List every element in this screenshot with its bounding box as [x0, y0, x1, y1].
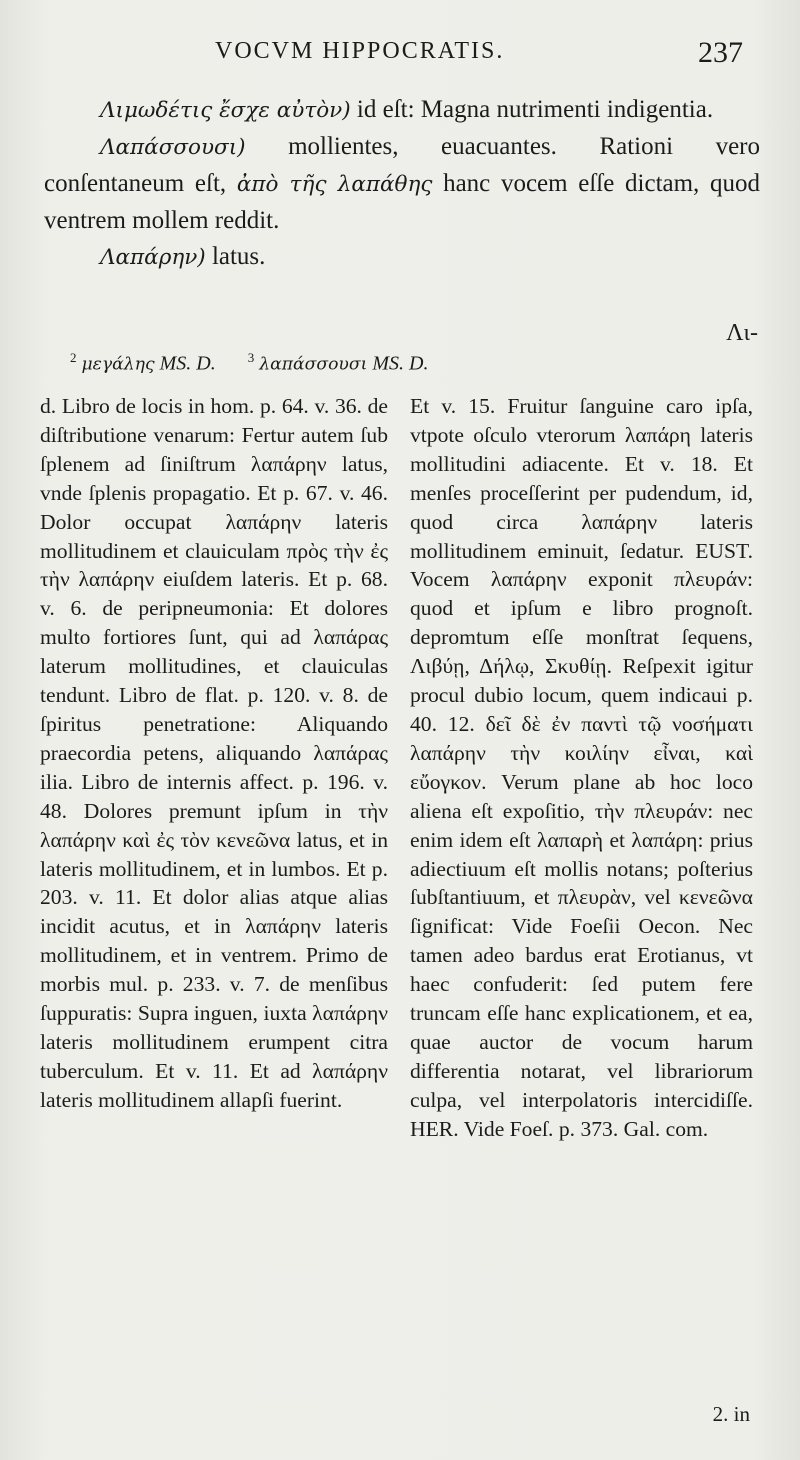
- entry-limodetis: [44, 92, 760, 129]
- greek-phrase: ἀπὸ τῆς λαπάθης: [236, 172, 433, 197]
- commentary-right-column: Et v. 15. Fruitur ſanguine caro ipſa, vtpote oſculo vterorum λαπάρη lateris mollitudini adiacente. Et v. 18. Et menſes proceſſerint per pudendum, id, quod circa λαπάρην lateris mollitudinem eminuit, ſedatur. EUST. Vocem λαπάρην exponit πλευράν: quod et ipſum e libro prognoſt. depromtum eſſe monſtrat ſequens, Λιβύῃ, Δήλῳ, Σκυθίῃ. Reſpexit igitur procul dubio locum, quem indicaui p. 40. 12. δεῖ δὲ ἐν παντὶ τῷ νοσήματι λαπάρην τὴν κοιλίην εἶναι, καὶ εὔογκον. Verum plane ab hoc loco aliena eſt expoſitio, τὴν πλευράν: nec enim idem eſt λαπαρὴ et λαπάρη: prius adiectiuum eſt mollis notans; poſterius ſubſtantiuum, et πλευρὰν, vel κενεῶνα ſignificat: Vide Foeſii Oecon. Nec tamen adeo bardus erat Erotianus, vt haec confuderit: ſed putem fere truncam eſſe hanc explicationem, et ea, quae auctor de vocum harum differentia notarat, vel librariorum culpa, vel interpolatoris intercidiſſe. HER. Vide Foeſ. p. 373. Gal. com.: [410, 394, 753, 1141]
- entry-lapassousi: [44, 129, 760, 239]
- catchword: Λι-: [726, 320, 758, 346]
- running-head: [0, 38, 800, 78]
- entry-gloss-cont: hanc vocem eſſe dictam, quod ventrem mollem reddit.: [44, 170, 760, 234]
- footnote-line: [70, 350, 770, 376]
- commentary-left-column: d. Libro de locis in hom. p. 64. v. 36. de diſtributione venarum: Fertur autem ſub ſplenem ad ſiniſtrum λαπάρην latus, vnde ſplenis propagatio. Et p. 67. v. 46. Dolor occupat λαπάρην lateris mollitudinem et clauiculam πρὸς τὴν ἐς τὴν λαπάρην eiuſdem lateris. Et p. 68. v. 6. de peripneumonia: Et dolores multo fortiores ſunt, qui ad λαπάρας laterum mollitudines, et clauiculas tendunt. Libro de flat. p. 120. v. 8. de ſpiritus penetratione: Aliquando praecordia petens, aliquando λαπάρας ilia. Libro de internis affect. p. 196. v. 48. Dolores premunt ipſum in τὴν λαπάρην καὶ ἐς τὸν κενεῶνα latus, et in lateris mollitudinem, et in lumbos. Et p. 203. v. 11. Et dolor alias atque alias incidit acutus, et in λαπάρην lateris mollitudinem, et in ventrem. Primo de morbis mul. p. 233. v. 7. de menſibus ſuppuratis: Supra inguen, iuxta λαπάρην lateris mollitudinem erumpent citra tuberculum. Et v. 11. Et ad λαπάρην lateris mollitudinem allapſi fuerint.: [40, 394, 388, 1112]
- greek-lemma: Λαπάρην): [100, 245, 206, 270]
- entry-laparen: [44, 239, 760, 276]
- footnote-variant: μεγάλης: [81, 354, 155, 375]
- footnote-number: 2: [70, 350, 77, 365]
- greek-lemma: Λιμωδέτις ἔσχε αὐτὸν): [100, 98, 351, 123]
- running-title: VOCVM HIPPOCRATIS.: [215, 38, 505, 64]
- footnote-source: MS. D.: [372, 352, 429, 375]
- bottom-catchword: 2. in: [712, 1402, 750, 1426]
- entry-gloss: mollientes, euacuantes. Rationi vero conſentaneum eſt,: [44, 133, 760, 197]
- footnote-number: 3: [247, 350, 255, 365]
- greek-lemma: Λαπάσσουσι): [100, 135, 246, 160]
- page-number: 237: [698, 36, 743, 69]
- entry-block: [44, 92, 760, 276]
- footnote-source: MS. D.: [159, 352, 216, 375]
- footnote-variant: λαπάσσουσι: [259, 354, 368, 375]
- entry-gloss: id eſt: Magna nutrimenti indigentia.: [350, 96, 714, 123]
- entry-gloss: latus.: [205, 243, 266, 270]
